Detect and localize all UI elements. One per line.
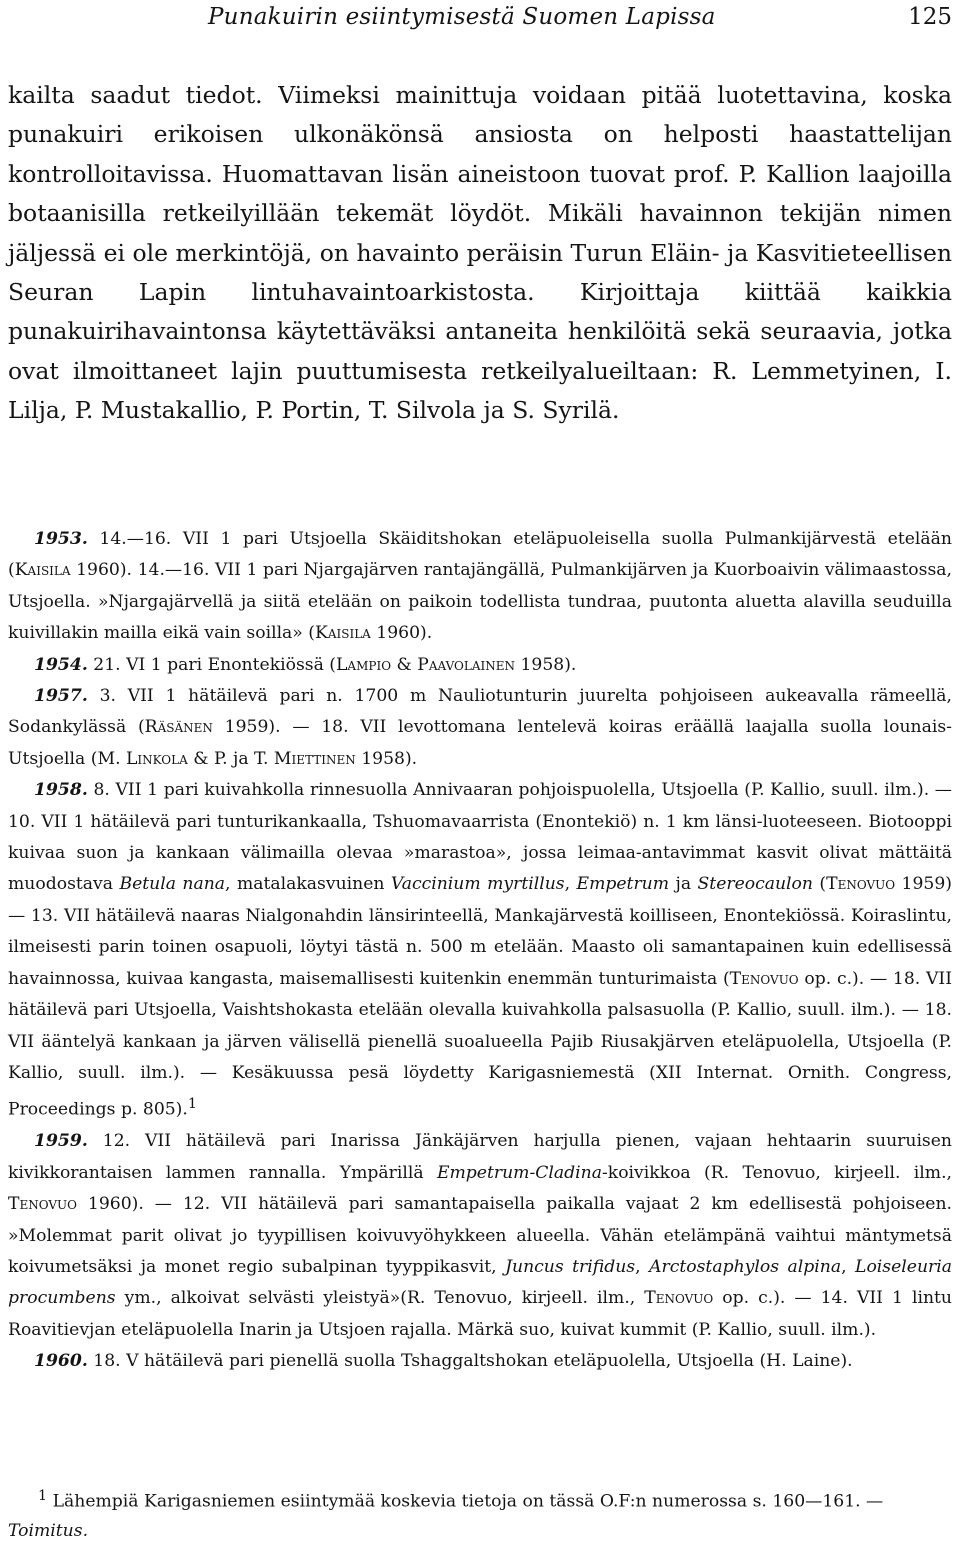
species-name: Stereocaulon [697,874,813,895]
record-text: & P. ja T. [187,748,274,769]
record-text: 1960). 14.—16. VII 1 pari Njargajärven rantajängällä, Pulmankijärven ja Kuorboaivin välimaastossa, Utsjoella. »Njargajärvellä ja siitä etelään on paikoin todellista tundraa, puutonta aluetta alavilla seuduilla kuivillakin mailla eikä vain soilla» ( [8,560,952,644]
author-name: Kaisila [315,623,371,644]
record-text: & [391,654,418,675]
record-year: 1953. [34,529,88,549]
species-name: Juncus trifidus [505,1257,636,1278]
record-text: 1958). [515,654,577,675]
running-title: Punakuirin esiintymisestä Suomen Lapissa [208,4,716,30]
author-name: Kaisila [14,560,71,581]
record-text: ja [669,874,698,895]
record-text: 1959). — 18. VII levottomana lentelevä koiras eräällä laajalla suolla lounais-Utsjoella (M. [8,717,952,769]
author-name: Lampio [336,654,392,675]
page-header [8,4,952,36]
intro-paragraph: kailta saadut tiedot. Viimeksi mainittuja voidaan pitää luotettavina, koska punakuiri erikoisen ulkonäkönsä ansiosta on helposti haastattelijan kontrolloitavissa. Huomattavan lisän aineistoon tuovat prof. P. Kallion laajoilla botaanisilla retkeilyillään tekemät löydöt. Mikäli havainnon tekijän nimen jäljessä ei ole merkintöjä, on havainto peräisin Turun Eläin- ja Kasvitieteellisen Seuran Lapin lintuhavaintoarkistosta. Kirjoittaja kiittää kaikkia punakuirihavaintonsa käytettäväksi antaneita henkilöitä sekä seuraavia, jotka ovat ilmoittaneet lajin puuttumisesta retkeilyalueiltaan: R. Lemmetyinen, I. Lilja, P. Mustakallio, P. Portin, T. Silvola ja S. Syrilä. [8,81,952,425]
species-name: Loiseleuria procumbens [8,1257,952,1309]
author-name: Paavolainen [417,654,516,675]
record-paragraph [8,524,952,650]
record-text: 1960). [370,623,433,644]
record-text: , [635,1257,650,1278]
record-text: 1959) — 13. VII hätäilevä naaras Nialgonahdin länsirinteellä, Mankajärvestä koilliseen, Enontekiössä. Koiraslintu, ilmeisesti parin toinen osapuoli, löytyi tästä n. 500 m etelään. Maasto oli samantapainen kuin edellisessä havainnossa, kuivaa kangasta, maisemallisesti kuitenkin enemmän tunturimaista ( [8,874,952,989]
author-name: Tenovuo [8,1194,77,1215]
record-text: 8. VII 1 pari kuivahkolla rinnesuolla Annivaaran pohjoispuolella, Utsjoella (P. Kallio, suull. ilm.). — 10. VII 1 hätäilevä pari tunturikankaalla, Tshuomavaarrista (Enontekiö) n. 1 km länsi-luoteeseen. Biotooppi kuivaa suon ja kankaan välimailla olevaa »marastoa», jossa leimaa-antavimmat kasvit olivat mättäitä muodostava [8,780,952,895]
author-name: Tenovuo [729,968,799,989]
record-year: 1957. [34,686,88,707]
record-text: 21. VI 1 pari Enontekiössä ( [87,654,337,675]
record-year: 1960. [34,1351,88,1372]
observation-records [8,524,952,1378]
record-paragraph [8,650,952,681]
record-text: 18. V hätäilevä pari pienellä suolla Tshaggaltshokan eteläpuolella, Utsjoella (H. Laine). [87,1351,853,1372]
record-text: , matalakasvuinen [225,874,391,895]
record-text: 12. VII hätäilevä pari Inarissa Jänkäjärven harjulla pienen, vajaan hehtaarin suuruisen kivikkorantaisen lammen rannalla. Ympärillä [8,1131,952,1183]
footnote-reference: 1 [187,1096,197,1113]
record-text: ( [812,874,827,895]
document-page [8,0,952,1541]
footnote-text: Lähempiä Karigasniemen esiintymää koskevia tietoja on tässä O.F:n numerossa s. 160—161. — [47,1491,884,1512]
page-number: 125 [908,4,952,30]
species-name: Empetrum [576,874,670,895]
footnote-marker: 1 [38,1488,48,1504]
record-text: , [841,1257,856,1278]
record-text: -koivikkoa (R. Tenovuo, kirjeell. ilm., [601,1162,952,1183]
author-name: Tenovuo [644,1288,714,1309]
record-text: 1958). [355,748,418,769]
species-name: Betula nana [119,874,226,895]
record-text: op. c.). — 14. VII 1 lintu Roavitievjan eteläpuolella Inarin ja Utsjoen rajalla. Märkä suo, kuivat kummit (P. Kallio, suull. ilm.). [8,1288,952,1340]
footnote-signature: Toimitus. [8,1520,89,1541]
author-name: Miettinen [273,748,356,769]
author-name: Räsänen [144,717,213,738]
author-name: Tenovuo [826,874,896,895]
species-name: Empetrum-Cladina [436,1162,602,1183]
record-year: 1954. [34,654,88,675]
record-text: ym., alkoivat selvästi yleistyä»(R. Tenovuo, kirjeell. ilm., [115,1288,645,1309]
author-name: Linkola [126,748,188,769]
record-text: op. c.). — 18. VII hätäilevä pari Utsjoella, Vaishtshokasta etelään olevalla kuivahkolla palsasuolla (P. Kallio, suull. ilm.). — 18. VII ääntelyä kankaan ja järven välisellä pienellä suoalueella Pajib Riusakjärven eteläpuolella, Utsjoella (P. Kallio, suull. ilm.). — Kesäkuussa pesä löydetty Karigasniemestä (XII Internat. Ornith. Congress, Proceedings p. 805). [8,968,952,1121]
record-year: 1959. [34,1131,88,1152]
species-name: Arctostaphylos alpina [649,1257,842,1278]
species-name: Vaccinium myrtillus [390,874,565,895]
record-year: 1958. [34,780,88,801]
record-paragraph [8,1126,952,1346]
record-text: 14.—16. VII 1 pari Utsjoella Skäiditshokan eteläpuoleisella suolla Pulmankijärvestä etelään ( [8,529,952,581]
record-text: 3. VII 1 hätäilevä pari n. 1700 m Nauliotunturin juurelta pohjoiseen aukeavalla rämeellä, Sodankylässä ( [8,686,952,738]
record-paragraph [8,775,952,1126]
record-paragraph [8,681,952,775]
record-text: 1960). — 12. VII hätäilevä pari samantapaisella paikalla vajaat 2 km edellisestä pohjoiseen. »Molemmat parit olivat jo tyypillisen koivuvyöhykkeen alueella. Vähän etelämpänä vaihtui mäntymetsä koivumetsäksi ja monet regio subalpinan tyyppikasvit, [8,1194,952,1278]
record-text: , [564,874,577,895]
footnote [8,1482,952,1546]
record-paragraph [8,1346,952,1377]
